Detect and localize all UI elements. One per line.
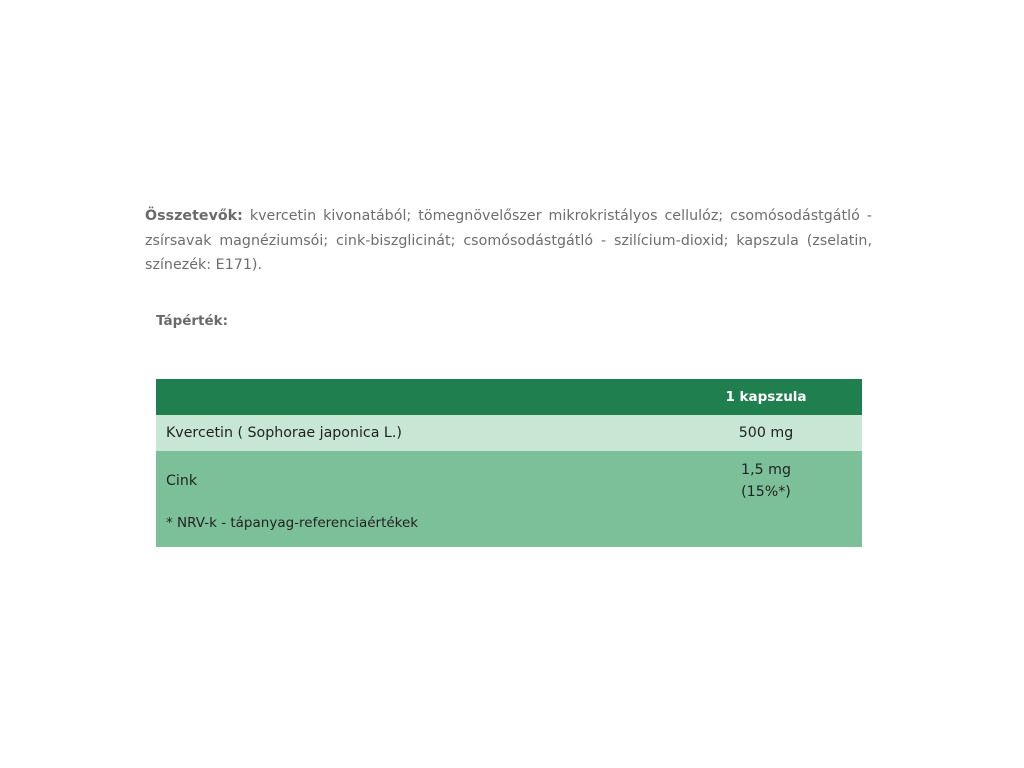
row-value-cink-amount: 1,5 mg	[741, 462, 791, 478]
row-value-kvercetin-amount: 500 mg	[738, 425, 794, 441]
header-cell-serving: 1 kapszula	[725, 389, 807, 405]
table-row	[156, 451, 862, 511]
ingredients-label: Összetevők:	[145, 208, 243, 224]
row-value-cink-nrv: (15%*)	[741, 484, 791, 500]
row-name-cink: Cink	[166, 473, 198, 489]
nutrition-table	[156, 379, 862, 547]
table-header-row	[156, 379, 862, 415]
table-footnote-row	[156, 511, 862, 547]
row-name-kvercetin: Kvercetin ( Sophorae japonica L.)	[166, 425, 402, 441]
row-value-kvercetin	[670, 422, 862, 444]
footnote-text: * NRV-k - tápanyag-referenciaértékek	[166, 515, 419, 531]
ingredients-paragraph	[145, 204, 872, 278]
nutrition-title: Tápérték:	[156, 313, 229, 329]
row-value-cink	[670, 459, 862, 503]
table-row	[156, 415, 862, 451]
ingredients-text: kvercetin kivonatából; tömegnövelőszer mikrokristályos cellulóz; csomósodástgátló - zsírsavak magnéziumsói; cink-biszglicinát; csomósodástgátló - szilícium-dioxid; kapszula (zselatin, színezék: E171).	[145, 208, 872, 273]
